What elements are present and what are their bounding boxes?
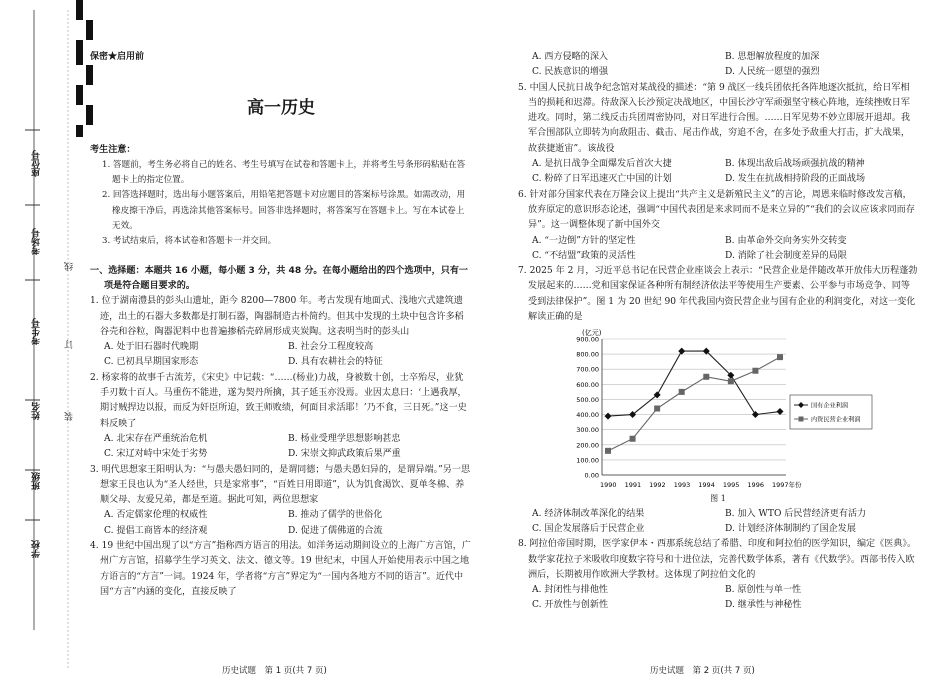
q8-option-a[interactable]: A. 封闭性与排他性 — [532, 585, 609, 596]
notice-item-2: 2. 回答选择题时，选出每小题答案后，用铅笔把答题卡对应题目的答案标号涂黑。如需改动，用橡皮擦干净后，再选涂其他答案标号。回答非选择题时，将答案写在答题卡上。写在本试卷上无效。 — [102, 190, 466, 232]
q2-option-a[interactable]: A. 北宋存在严重统治危机 — [104, 433, 208, 444]
q1-option-a[interactable]: A. 处于旧石器时代晚期 — [104, 342, 199, 353]
chart-point-private — [605, 448, 611, 454]
q3-options-row-2 — [90, 524, 472, 539]
chart-y-tick-label: 700.00 — [576, 366, 599, 375]
fold-mark-staple: 装 — [65, 412, 75, 421]
figure-1 — [518, 325, 918, 495]
q8-options-row-1 — [518, 583, 918, 598]
q7-option-a[interactable]: A. 经济体制改革深化的结果 — [532, 508, 645, 519]
chart-point-private — [728, 379, 734, 385]
q5-option-a[interactable]: A. 是抗日战争全面爆发后首次大捷 — [532, 159, 672, 170]
chart-x-tick-label: 1995 — [722, 481, 740, 490]
q3-option-b[interactable]: B. 推动了儒学的世俗化 — [288, 510, 383, 521]
q4-option-a[interactable]: A. 西方侵略的深入 — [532, 52, 609, 62]
chart-x-tick-label: 1992 — [649, 481, 666, 490]
left-column — [90, 50, 472, 600]
q6-options-row-1 — [518, 234, 918, 249]
q2-option-c[interactable]: C. 宋辽对峙中宋处于劣势 — [104, 449, 208, 460]
school-label: 学校 — [32, 540, 42, 558]
seat-number-label: 座位号 — [32, 150, 42, 177]
chart-y-tick-label: 100.00 — [576, 456, 599, 465]
q8-option-d[interactable]: D. 继承性与神秘性 — [725, 600, 802, 611]
chart-point-private — [752, 368, 758, 374]
chart-y-tick-label: 300.00 — [576, 426, 599, 435]
q1-stem: 1. 位于湖南澧县的彭头山遗址，距今 8200—7800 年。考古发现有地面式、浅地穴式建筑遗迹，出土的石器大多数都是打制石器，陶器制造古朴简约。但其中发现的土块中包含许多稻谷壳和谷粒，陶器泥料中也普遍掺稻壳碎屑形成夹炭陶。这表明当时的彭头山 — [90, 296, 464, 337]
chart-y-tick-label: 0.00 — [584, 471, 599, 480]
chart-x-tick-label: 1993 — [673, 481, 691, 490]
chart-y-unit-label: (亿元) — [582, 329, 602, 338]
q6-option-d[interactable]: D. 消除了社会制度差异的局限 — [725, 250, 847, 261]
chart-point-soe — [752, 411, 759, 418]
chart-point-soe — [777, 408, 784, 415]
q7-stem: 7. 2025 年 2 月，习近平总书记在民营企业座谈会上表示：“民营企业是伴随改革开放伟大历程蓬勃发展起来的……党和国家保证各种所有制经济依法平等使用生产要素、公平参与市场竞争、同等受到法律保护”。图 1 为 20 世纪 90 年代我国内资民营企业与国有企业的利润变化，对这一变化解读正确的是 — [518, 266, 918, 323]
q5-stem: 5. 中国人民抗日战争纪念馆对某战役的描述：“第 9 战区一线兵团依托各阵地逐次抵抗，给日军相当的损耗和迟滞。待敌深入长沙预定决战地区，中国长沙守军顽强坚守核心阵地，连续挫败日军进攻。同时，第二线反击兵团周密协同，对日军进行合围。……日军见势不妙立即展开退却。我军合围部队立即转为向敌阻击、截击、尾击作战，穷追不舍，在多处予敌重大打击，扩大战果，故获捷逝宙”。该战役 — [518, 82, 910, 154]
chart-y-tick-label: 900.00 — [576, 335, 599, 344]
page-title: 高一历史 — [247, 98, 315, 119]
q3-options-row-1 — [90, 508, 472, 523]
notice-item-1: 1. 答题前，考生务必将自己的姓名、考生号填写在试卷和答题卡上，并将考生号条形码粘贴在答题卡上的指定位置。 — [102, 159, 466, 186]
chart-x-tick-label: 1994 — [698, 481, 715, 490]
q5-option-c[interactable]: C. 粉碎了日军迅速灭亡中国的计划 — [532, 174, 672, 185]
q3-stem: 3. 明代思想家王阳明认为：“与愚夫愚妇同的，是谓同德；与愚夫愚妇异的，是谓异端。”另一思想家王艮也认为“圣人经世，只是家常事”，“百姓日用即道”，认为饥食渴饮、夏单冬棉、养顺父母、友爱兄弟，都是至道。据此可知，两位思想家 — [90, 464, 471, 506]
q7-options-row-1 — [518, 507, 918, 522]
q5-options-row-1 — [518, 157, 918, 172]
secret-label: 保密★启用前 — [90, 52, 145, 62]
profit-line-chart — [518, 325, 918, 495]
exam-room-label: 考场号 — [32, 228, 42, 255]
q2-option-d[interactable]: D. 宋崇文抑武政策后果严重 — [288, 449, 401, 460]
q1-option-c[interactable]: C. 已初具早期国家形态 — [104, 357, 199, 368]
right-column — [518, 50, 918, 614]
q4-option-d[interactable]: D. 人民统一愿望的强烈 — [725, 67, 820, 78]
chart-legend-box — [790, 395, 872, 429]
q4-options-row-2 — [518, 65, 918, 80]
q1-options-row-2 — [90, 355, 472, 370]
q7-option-b[interactable]: B. 加入 WTO 后民营经济更有活力 — [725, 508, 867, 519]
chart-point-soe — [605, 413, 612, 420]
q8-stem: 8. 阿拉伯帝国时期，医学家伊本・西那系统总结了希腊、印度和阿拉伯的医学知识，编定《医典》。数学家花拉子米吸收印度数字符号和十进位法，完善代数学体系，著有《代数学》。西部书传入欧洲后，长期被用作欧洲大学教材。这体现了阿拉伯文化的 — [518, 539, 917, 580]
chart-y-tick-label: 200.00 — [576, 441, 599, 450]
q6-options-row-2 — [518, 249, 918, 264]
q2-stem: 2. 杨家将的故事千古流芳，《宋史》中记载：“……(杨业)力战，身被数十创，士卒殆尽，业犹手刃数十百人。马重伤不能进，遂为契丹所擒，其子延玉亦没焉。业因太息曰：‘上遇我厚，期讨贼捍边以报，而反为奸臣所迫，致王师败绩，何面目求活耶！’乃不食，三日死。”这一史料反映了 — [90, 372, 467, 429]
q1-option-d[interactable]: D. 具有农耕社会的特征 — [288, 357, 383, 368]
q7-options-row-2 — [518, 522, 918, 537]
chart-x-tick-label: 1991 — [624, 481, 642, 490]
q8-options-row-2 — [518, 598, 918, 613]
q6-option-a[interactable]: A. “一边倒”方针的坚定性 — [532, 235, 636, 246]
chart-point-private — [630, 436, 636, 442]
q8-option-b[interactable]: B. 原创性与单一性 — [725, 585, 802, 596]
q2-options-row-2 — [90, 447, 472, 462]
footer-left: 历史试题 第 1 页(共 7 页) — [222, 666, 327, 676]
q5-options-row-2 — [518, 172, 918, 187]
q4-option-b[interactable]: B. 思想解放程度的加深 — [725, 52, 820, 62]
q2-option-b[interactable]: B. 杨业受理学思想影响甚忠 — [288, 433, 401, 444]
chart-series-line-1 — [608, 351, 780, 416]
q2-options-row-1 — [90, 432, 472, 447]
fold-mark-bind: 订 — [65, 340, 75, 349]
q8-option-c[interactable]: C. 开放性与创新性 — [532, 600, 609, 611]
q6-option-c[interactable]: C. “不结盟”政策的灵活性 — [532, 250, 636, 261]
footer-right: 历史试题 第 2 页(共 7 页) — [650, 666, 755, 676]
q1-options-row-1 — [90, 340, 472, 355]
chart-legend-label: 国有企业利润 — [811, 402, 849, 410]
chart-x-tick-label: 1996 — [747, 481, 764, 490]
q3-option-c[interactable]: C. 提倡工商皆本的经济观 — [104, 525, 208, 536]
candidate-number-label: 考生号 — [32, 318, 42, 345]
chart-point-private — [777, 354, 783, 360]
figure-1-caption: 图 1 — [710, 494, 726, 504]
chart-point-soe — [678, 348, 685, 355]
q4-stem: 4. 19 世纪中国出现了以“方言”指称西方语言的用法。如洋务运动期间设立的上海广方言馆，广州广方言馆，招募学生学习英文、法文、德文等。19 世纪末，中国人开始使用表示中国之地方语言的“方言”一词。1924 年，学者将“方言”界定为“一国内各地方不同的语言”。近代中国“方言”内涵的变化，直接反映了 — [90, 541, 471, 597]
notice-item-3: 3. 考试结束后，将本试卷和答题卡一并交回。 — [102, 236, 277, 247]
chart-legend-label: 内资民营企业利润 — [811, 416, 861, 424]
q7-option-c[interactable]: C. 国企发展落后于民营企业 — [532, 523, 645, 534]
chart-point-private — [679, 389, 685, 395]
class-label: 班级 — [32, 472, 42, 490]
chart-point-private — [654, 406, 660, 412]
chart-y-tick-label: 500.00 — [576, 396, 599, 405]
chart-y-tick-label: 600.00 — [576, 381, 599, 390]
q6-stem: 6. 针对部分国家代表在万隆会议上提出“共产主义是新殖民主义”的言论，周恩来临时修改发言稿，放弃原定的意识形态论述，强调“中国代表团是来求同而不是来立异的”“我们的会议应该求同而存异”。这一调整体现了新中国外交 — [518, 189, 915, 231]
q5-option-d[interactable]: D. 发生在抗战相持阶段的正面战场 — [725, 174, 866, 185]
q5-option-b[interactable]: B. 体现出敌后战场顽强抗战的精神 — [725, 159, 865, 170]
notice-heading: 考生注意： — [90, 144, 136, 155]
chart-point-private — [703, 374, 709, 380]
chart-legend-marker — [799, 417, 804, 422]
q6-option-b[interactable]: B. 由革命外交向务实外交转变 — [725, 235, 847, 246]
q3-option-d[interactable]: D. 促进了儒佛道的合流 — [288, 525, 383, 536]
chart-x-tick-label: 1990 — [600, 481, 617, 490]
q1-option-b[interactable]: B. 社会分工程度较高 — [288, 342, 374, 353]
fold-mark-line: 线 — [65, 262, 75, 271]
chart-y-tick-label: 400.00 — [576, 411, 599, 420]
q7-option-d[interactable]: D. 计划经济体制制约了国企发展 — [725, 523, 856, 534]
name-label: 姓名 — [32, 402, 42, 420]
chart-y-tick-label: 800.00 — [576, 350, 599, 359]
section-1-title: 一、选择题：本题共 16 小题，每小题 3 分，共 48 分。在每小题给出的四个选项中，只有一项是符合题目要求的。 — [90, 265, 469, 291]
chart-x-tick-label: 1997年份 — [772, 481, 802, 490]
q4-options-row-1 — [518, 50, 918, 65]
q4-option-c[interactable]: C. 民族意识的增强 — [532, 67, 609, 78]
q3-option-a[interactable]: A. 否定儒家伦理的权威性 — [104, 510, 208, 521]
